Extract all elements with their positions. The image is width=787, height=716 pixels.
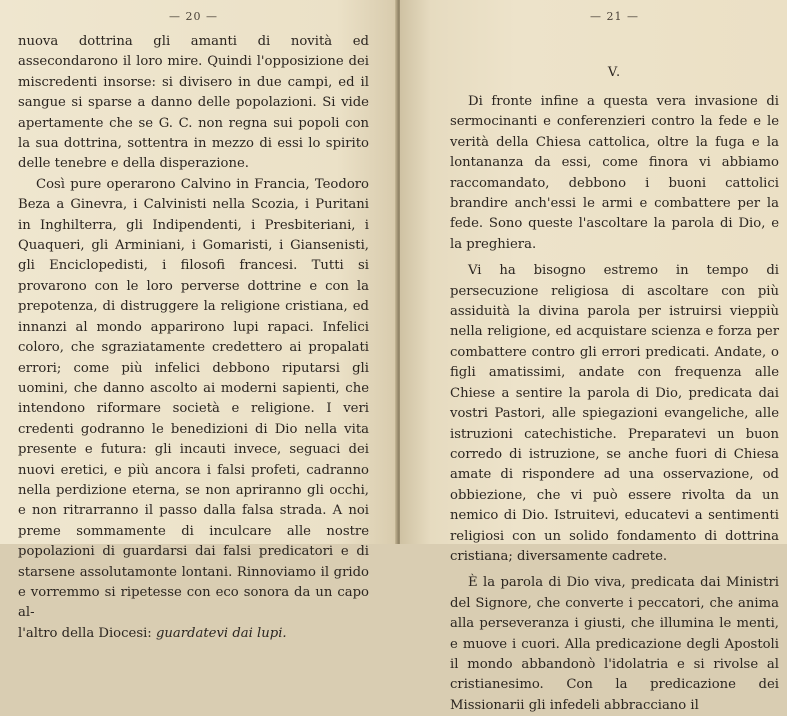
left-page-text <box>18 32 369 644</box>
right-paragraph-3: È la parola di Dio viva, predicata dai Ministri del Signore, che converte i peccatori, che anima alla perseveranza i giusti, che illumina le menti, e muove i cuori. Alla predicazione degli Apostoli il mondo abbandonò l'idolatria e si rivolse al cristianesimo. Con la predicazione dei Missionarii gli infedeli abbracciano il <box>450 575 779 713</box>
left-page <box>0 0 397 641</box>
right-page <box>400 0 787 713</box>
left-paragraph-1: nuova dottrina gli amanti di novità ed assecondarono il loro mire. Quindi l'opposizione dei miscredenti insorse: si divisero in due campi, ed il sangue si sparse a danno delle popolazioni. Si vide apertamente che se G. C. non regna sui popoli con la sua dottrina, sottentra in mezzo di essi lo spirito delle tenebre e della disperazione. <box>18 34 369 172</box>
left-paragraph-2: Così pure operarono Calvino in Francia, Teodoro Beza a Ginevra, i Calvinisti nella Scozia, i Puritani in Inghilterra, gli Indipendenti, i Presbiteriani, i Quaqueri, gli Arminiani, i Gomaristi, i Giansenisti, gli Enciclopedisti, i filosofi francesi. Tutti si provarono con le loro perverse dottrine e con la prepotenza, di distruggere la religione cristiana, ed innanzi al mondo apparirono lupi rapaci. Infelici coloro, che sgraziatamente credettero ai propalati errori; come più infelici debbono riputarsi gli uomini, che danno ascolto ai moderni sapienti, che intendono riformare società e religione. I veri credenti godranno le benedizioni di Dio nella vita presente e futura: gli incauti invece, seguaci dei nuovi eretici, e più ancora i falsi profeti, cadranno nella perdizione eterna, se non apriranno gli occhi, e non ritrarranno il passo dalla falsa strada. A noi preme sommamente di inculcare alle nostre popolazioni di guardarsi dai falsi predicatori e di starsene assolutamonte lontani. Rinnoviamo il grido e vorremmo si ripetesse con eco sonora da un capo al- <box>18 176 369 621</box>
left-last-line-italic: guardatevi dai lupi. <box>155 625 287 641</box>
left-last-line-text: l'altro della Diocesi: <box>18 625 152 641</box>
page-number-right: — 21 — <box>590 10 639 23</box>
right-paragraph-2: Vi ha bisogno estremo in tempo di persecuzione religiosa di ascoltare con più assiduità la divina parola per istruirsi vieppiù nella religione, ed acquistare scienza e forza per combattere contro gli errori predicati. Andate, o figli amatissimi, andate con frequenza alle Chiese a sentire la parola di Dio, predicata dai vostri Pastori, alle spiegazioni evangeliche, alle istruzioni catechistiche. Preparatevi un buon corredo di istruzione, se anche fuori di Chiesa amate di rispondere ad una osservazione, od obbiezione, che vi può essere rivolta da un nemico di Dio. Istruitevi, educatevi a sentimenti religiosi con un solido fondamento di dottrina cristiana; diversamente cadrete. <box>450 263 779 564</box>
right-paragraph-1: Di fronte infine a questa vera invasione di sermocinanti e conferenzieri contro la fede e le verità della Chiesa cattolica, oltre la fuga e la lontananza da essi, come finora vi abbiamo raccomandato, debbono i buoni cattolici brandire anch'essi le armi e combattere per la fede. Sono queste l'ascoltare la parola di Dio, e la preghiera. <box>450 94 779 252</box>
chapter-heading: V. <box>607 65 622 80</box>
page-number-left: — 20 — <box>169 10 218 23</box>
right-page-text <box>450 92 779 716</box>
left-last-line <box>18 624 369 644</box>
